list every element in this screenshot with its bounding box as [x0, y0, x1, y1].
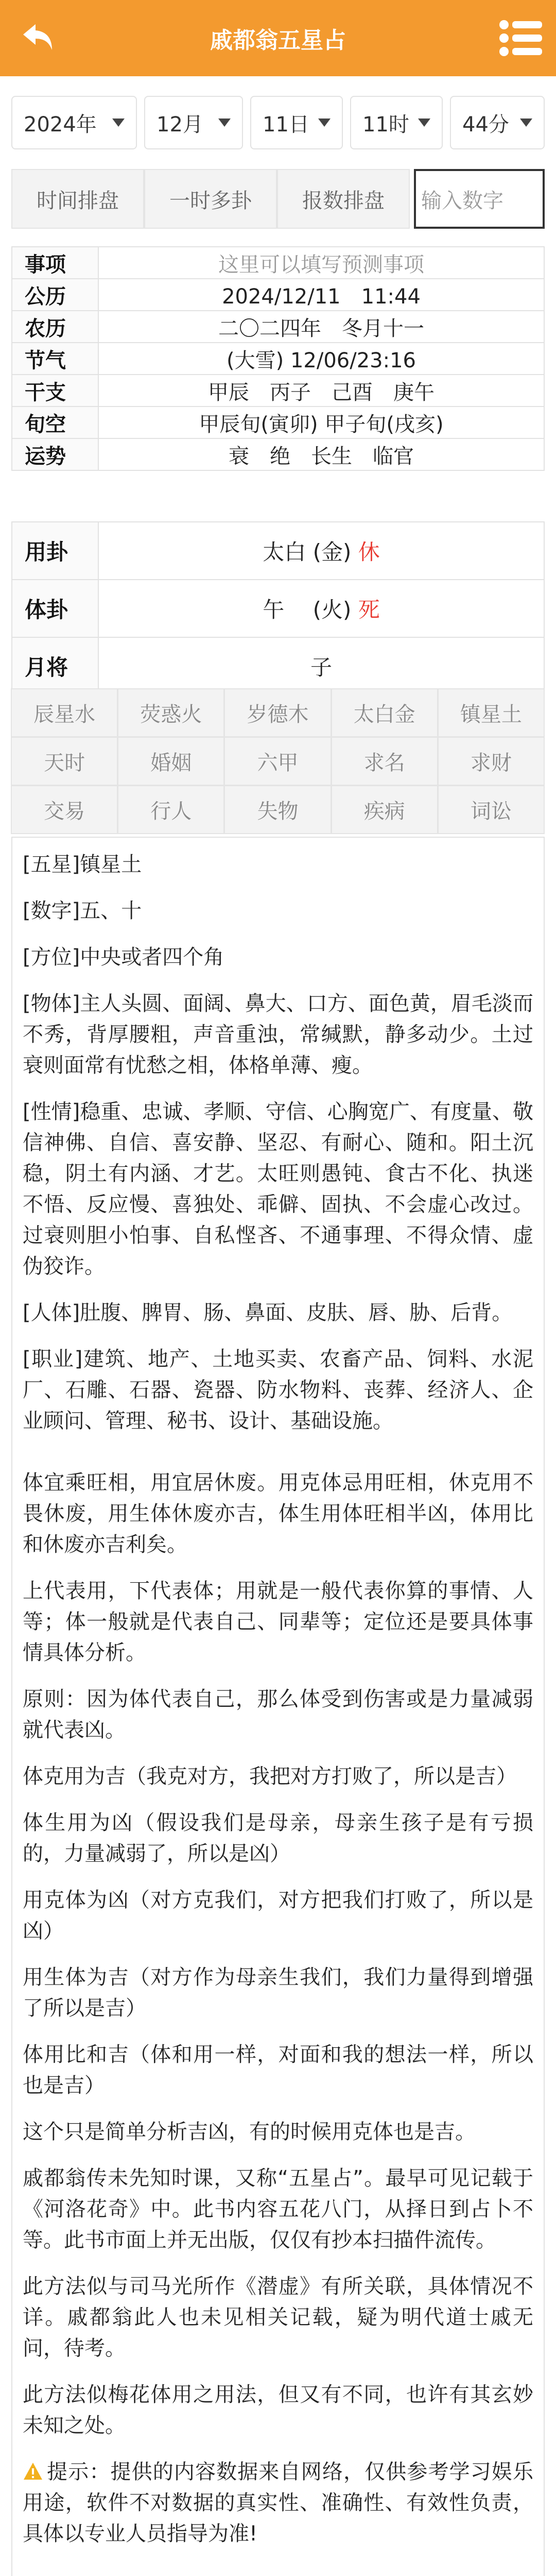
row-key: 事项 — [12, 247, 98, 279]
paragraph: 体用比和吉（体和用一样，对面和我的想法一样，所以也是吉） — [23, 2043, 533, 2097]
disclaimer-text: 提示：提供的内容数据来自网络，仅供参考学习娱乐用途，软件不对数据的真实性、准确性、有效性负责，具体以专业人员指导为准! — [23, 2460, 533, 2546]
app-header — [0, 0, 556, 76]
paragraph: 体生用为凶（假设我们是母亲，母亲生孩子是有亏损的，力量减弱了，所以是凶） — [23, 1811, 533, 1866]
event-field[interactable]: 这里可以填写预测事项 — [98, 247, 544, 279]
category-grid — [11, 689, 545, 834]
chevron-down-icon — [112, 118, 125, 127]
warning-icon — [23, 2461, 43, 2482]
yuejiang-value: 子 — [98, 637, 544, 695]
row-value: 2024/12/11 11:44 — [98, 279, 544, 311]
paragraph: 原则：因为体代表自己，那么体受到伤害或是力量减弱就代表凶。 — [23, 1687, 533, 1742]
paragraph: 此方法似梅花体用之用法，但又有不同，也许有其玄妙未知之处。 — [23, 2383, 533, 2437]
tab-liujia[interactable]: 六甲 — [224, 737, 331, 786]
row-value: 二〇二四年 冬月十一 — [98, 311, 544, 343]
paragraph: [人体]肚腹、脾胃、肠、鼻面、皮肤、唇、胁、后背。 — [23, 1301, 513, 1325]
year-select[interactable] — [11, 96, 137, 149]
paragraph: 此方法似与司马光所作《潜虚》有所关联，具体情况不详。戚都翁此人也未见相关记载，疑为明代道士戚无问，待考。 — [23, 2275, 533, 2360]
table-row — [12, 637, 544, 695]
minute-value: 44分 — [462, 112, 509, 137]
month-value: 12月 — [157, 112, 203, 137]
row-value: 衰 绝 长生 临官 — [98, 438, 544, 470]
table-row — [12, 247, 544, 279]
row-key: 干支 — [12, 375, 98, 406]
table-row — [12, 522, 544, 580]
hour-value: 11时 — [362, 112, 409, 137]
number-input[interactable]: 输入数字 — [414, 169, 545, 229]
paragraph: [五星]镇星土 — [23, 853, 142, 876]
back-arrow-icon — [20, 21, 56, 55]
tab-yinghuo-fire[interactable]: 荧惑火 — [117, 688, 224, 737]
row-key: 体卦 — [12, 580, 98, 637]
tab-taibai-metal[interactable]: 太白金 — [331, 688, 438, 737]
info-table — [11, 246, 545, 471]
month-select[interactable] — [144, 96, 243, 149]
yonggua-value: 太白 (金) — [263, 539, 358, 565]
menu-button[interactable] — [496, 14, 546, 62]
row-key: 旬空 — [12, 406, 98, 438]
yong-ti-table — [11, 521, 545, 696]
minute-select[interactable] — [450, 96, 545, 149]
page-title: 戚都翁五星占 — [210, 27, 346, 54]
paragraph: 体宜乘旺相，用宜居休废。用克体忌用旺相，休克用不畏休废，用生体休废亦吉，体生用体旺相半凶，体用比和休废亦吉利矣。 — [23, 1471, 533, 1556]
row-key: 运势 — [12, 438, 98, 470]
paragraph: 用克体为凶（对方克我们，对方把我们打败了，所以是凶） — [23, 1888, 533, 1943]
row-key: 月将 — [12, 637, 98, 695]
row-value — [98, 522, 544, 580]
hour-select[interactable] — [350, 96, 443, 149]
paragraph: [物体]主人头圆、面阔、鼻大、口方、面色黄，眉毛淡而不秀，背厚腰粗，声音重浊，常缄默，静多动少。土过衰则面常有忧愁之相，体格单薄、瘦。 — [23, 992, 533, 1077]
paragraph: 这个只是简单分析吉凶，有的时候用克体也是吉。 — [23, 2120, 476, 2144]
paragraph: 体克用为吉（我克对方，我把对方打败了，所以是吉） — [23, 1765, 517, 1788]
tigua-value: 午 (火) — [263, 597, 358, 622]
tab-illness[interactable]: 疾病 — [331, 785, 438, 834]
disclaimer — [23, 2456, 533, 2549]
table-row — [12, 279, 544, 311]
table-row — [12, 438, 544, 470]
row-key: 用卦 — [12, 522, 98, 580]
table-row — [12, 406, 544, 438]
datetime-selectors — [0, 76, 556, 149]
tab-wealth[interactable]: 求财 — [438, 737, 545, 786]
tab-traveler[interactable]: 行人 — [117, 785, 224, 834]
chevron-down-icon — [418, 118, 430, 127]
paragraph: [职业]建筑、地产、土地买卖、农畜产品、饲料、水泥厂、石雕、石器、瓷器、防水物料、丧葬、经济人、企业顾问、管理、秘书、设计、基础设施。 — [23, 1347, 533, 1433]
tab-lost-item[interactable]: 失物 — [224, 785, 331, 834]
year-value: 2024年 — [24, 112, 97, 137]
tab-zhenxing-earth[interactable]: 镇星土 — [438, 688, 545, 737]
number-arrange-button[interactable]: 报数排盘 — [277, 169, 410, 229]
list-menu-icon — [498, 18, 544, 59]
description-panel — [11, 837, 545, 2576]
row-key: 节气 — [12, 343, 98, 375]
tab-lawsuit[interactable]: 词讼 — [438, 785, 545, 834]
table-row — [12, 311, 544, 343]
day-value: 11日 — [263, 112, 309, 137]
paragraph: 用生体为吉（对方作为母亲生我们，我们力量得到增强了所以是吉） — [23, 1965, 533, 2020]
chevron-down-icon — [218, 118, 231, 127]
yonggua-state: 休 — [358, 539, 380, 565]
tab-weather[interactable]: 天时 — [11, 737, 118, 786]
multi-gua-button[interactable]: 一时多卦 — [144, 169, 277, 229]
paragraph: 上代表用，下代表体；用就是一般代表你算的事情、人等；体一般就是代表自己、同辈等；定位还是要具体事情具体分析。 — [23, 1579, 533, 1665]
paragraph: [数字]五、十 — [23, 899, 142, 923]
row-key: 公历 — [12, 279, 98, 311]
table-row — [12, 343, 544, 375]
paragraph: 戚都翁传未先知时课，又称“五星占”。最早可见记载于《河洛花奇》中。此书内容五花八门，从择日到占卜不等。此书市面上并无出版，仅仅有抄本扫描件流传。 — [23, 2166, 533, 2252]
table-row — [12, 580, 544, 637]
tab-chenxing-water[interactable]: 辰星水 — [11, 688, 118, 737]
row-value: (大雪) 12/06/23:16 — [98, 343, 544, 375]
row-value: 甲辰 丙子 己酉 庚午 — [98, 375, 544, 406]
time-arrange-button[interactable]: 时间排盘 — [11, 169, 144, 229]
tab-suide-wood[interactable]: 岁德木 — [224, 688, 331, 737]
tigua-state: 死 — [358, 597, 380, 622]
tab-marriage[interactable]: 婚姻 — [117, 737, 224, 786]
tab-fame[interactable]: 求名 — [331, 737, 438, 786]
row-value: 甲辰旬(寅卯) 甲子旬(戌亥) — [98, 406, 544, 438]
row-value — [98, 580, 544, 637]
tab-trade[interactable]: 交易 — [11, 785, 118, 834]
back-button[interactable] — [15, 15, 61, 61]
paragraph: [方位]中央或者四个角 — [23, 945, 224, 969]
chevron-down-icon — [520, 118, 532, 127]
paragraph: [性情]稳重、忠诚、孝顺、守信、心胸宽广、有度量、敬信神佛、自信、喜安静、坚忍、有耐心、随和。阳土沉稳，阴土有内涵、才艺。太旺则愚钝、食古不化、执迷不悟、反应慢、喜独处、乖僻、固执、不会虚心改过。过衰则胆小怕事、自私悭吝、不通事理、不得众情、虚伪狡诈。 — [23, 1100, 533, 1278]
chevron-down-icon — [318, 118, 331, 127]
day-select[interactable] — [250, 96, 343, 149]
mode-buttons — [0, 169, 556, 229]
table-row — [12, 375, 544, 406]
row-key: 农历 — [12, 311, 98, 343]
